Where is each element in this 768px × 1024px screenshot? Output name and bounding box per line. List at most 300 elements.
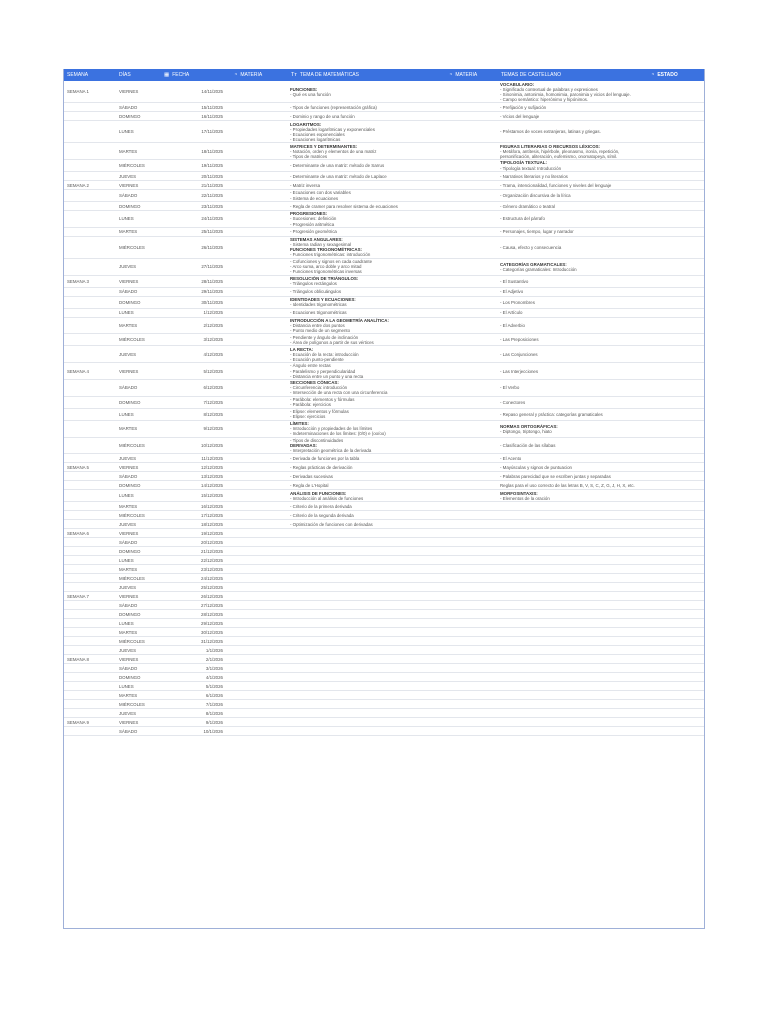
materia-cell[interactable] — [231, 160, 288, 172]
day-cell[interactable]: MIÉRCOLES — [116, 437, 161, 454]
week-cell[interactable] — [64, 502, 116, 511]
week-cell[interactable] — [64, 601, 116, 610]
day-cell[interactable]: MARTES — [116, 143, 161, 160]
table-row[interactable] — [64, 538, 704, 547]
estado-cell[interactable] — [648, 112, 704, 121]
week-cell[interactable] — [64, 103, 116, 112]
table-row[interactable] — [64, 502, 704, 511]
week-cell[interactable] — [64, 664, 116, 673]
week-cell[interactable] — [64, 490, 116, 502]
materia-cell[interactable] — [231, 202, 288, 211]
estado-cell[interactable] — [648, 592, 704, 601]
castellano-topic-cell[interactable] — [498, 334, 648, 346]
materia-cell[interactable] — [446, 727, 498, 736]
estado-cell[interactable] — [648, 275, 704, 287]
materia-cell[interactable] — [446, 637, 498, 646]
week-cell[interactable] — [64, 211, 116, 228]
table-row[interactable] — [64, 463, 704, 472]
day-cell[interactable]: VIERNES — [116, 275, 161, 287]
castellano-topic-cell[interactable] — [498, 236, 648, 258]
castellano-topic-cell[interactable] — [498, 258, 648, 275]
day-cell[interactable]: LUNES — [116, 682, 161, 691]
estado-cell[interactable] — [648, 691, 704, 700]
materia-cell[interactable] — [446, 463, 498, 472]
materia-cell[interactable] — [231, 646, 288, 655]
table-row[interactable] — [64, 637, 704, 646]
castellano-topic-cell[interactable] — [498, 143, 648, 160]
castellano-topic-cell[interactable] — [498, 287, 648, 296]
materia-cell[interactable] — [231, 583, 288, 592]
date-cell[interactable]: 19/11/2025 — [161, 160, 231, 172]
date-cell[interactable]: 22/12/2025 — [161, 556, 231, 565]
date-cell[interactable]: 4/12/2025 — [161, 346, 231, 363]
materia-cell[interactable] — [231, 121, 288, 143]
day-cell[interactable]: DOMINGO — [116, 481, 161, 490]
estado-cell[interactable] — [648, 121, 704, 143]
table-row[interactable] — [64, 296, 704, 308]
day-cell[interactable]: MIÉRCOLES — [116, 236, 161, 258]
castellano-topic-cell[interactable] — [498, 601, 648, 610]
estado-cell[interactable] — [648, 565, 704, 574]
materia-cell[interactable] — [446, 709, 498, 718]
materia-cell[interactable] — [446, 520, 498, 529]
materia-cell[interactable] — [446, 592, 498, 601]
date-cell[interactable]: 27/11/2025 — [161, 258, 231, 275]
materia-cell[interactable] — [231, 81, 288, 103]
table-row[interactable] — [64, 583, 704, 592]
date-cell[interactable]: 2/12/2025 — [161, 317, 231, 334]
castellano-topic-cell[interactable] — [498, 682, 648, 691]
week-cell[interactable] — [64, 538, 116, 547]
table-row[interactable] — [64, 592, 704, 601]
materia-cell[interactable] — [231, 601, 288, 610]
math-topic-cell[interactable] — [288, 583, 446, 592]
materia-cell[interactable] — [446, 529, 498, 538]
week-cell[interactable] — [64, 583, 116, 592]
materia-cell[interactable] — [446, 490, 498, 502]
materia-cell[interactable] — [231, 691, 288, 700]
math-topic-cell[interactable] — [288, 655, 446, 664]
materia-cell[interactable] — [446, 121, 498, 143]
date-cell[interactable]: 5/1/2026 — [161, 682, 231, 691]
col-header-dias[interactable]: DÍAS — [116, 69, 161, 81]
table-row[interactable] — [64, 143, 704, 160]
date-cell[interactable]: 7/1/2026 — [161, 700, 231, 709]
date-cell[interactable]: 18/11/2025 — [161, 143, 231, 160]
table-row[interactable] — [64, 601, 704, 610]
materia-cell[interactable] — [446, 334, 498, 346]
materia-cell[interactable] — [446, 317, 498, 334]
week-cell[interactable] — [64, 172, 116, 181]
math-topic-cell[interactable] — [288, 211, 446, 228]
week-cell[interactable]: SEMANA 6 — [64, 529, 116, 538]
week-cell[interactable] — [64, 202, 116, 211]
estado-cell[interactable] — [648, 490, 704, 502]
materia-cell[interactable] — [231, 709, 288, 718]
week-cell[interactable] — [64, 700, 116, 709]
math-topic-cell[interactable] — [288, 334, 446, 346]
materia-cell[interactable] — [231, 619, 288, 628]
day-cell[interactable]: SÁBADO — [116, 287, 161, 296]
date-cell[interactable]: 14/12/2025 — [161, 481, 231, 490]
math-topic-cell[interactable] — [288, 481, 446, 490]
week-cell[interactable] — [64, 646, 116, 655]
math-topic-cell[interactable] — [288, 437, 446, 454]
math-topic-cell[interactable] — [288, 190, 446, 202]
castellano-topic-cell[interactable] — [498, 664, 648, 673]
table-row[interactable] — [64, 556, 704, 565]
table-row[interactable] — [64, 396, 704, 408]
materia-cell[interactable] — [231, 592, 288, 601]
date-cell[interactable]: 3/12/2025 — [161, 334, 231, 346]
castellano-topic-cell[interactable] — [498, 592, 648, 601]
table-row[interactable] — [64, 700, 704, 709]
castellano-topic-cell[interactable] — [498, 396, 648, 408]
date-cell[interactable]: 21/12/2025 — [161, 547, 231, 556]
date-cell[interactable]: 3/1/2026 — [161, 664, 231, 673]
week-cell[interactable] — [64, 296, 116, 308]
castellano-topic-cell[interactable] — [498, 646, 648, 655]
table-row[interactable] — [64, 664, 704, 673]
week-cell[interactable] — [64, 520, 116, 529]
table-row[interactable] — [64, 258, 704, 275]
table-row[interactable] — [64, 308, 704, 317]
week-cell[interactable] — [64, 143, 116, 160]
materia-cell[interactable] — [446, 103, 498, 112]
day-cell[interactable]: LUNES — [116, 408, 161, 420]
table-row[interactable] — [64, 709, 704, 718]
day-cell[interactable]: LUNES — [116, 490, 161, 502]
castellano-topic-cell[interactable] — [498, 308, 648, 317]
castellano-topic-cell[interactable] — [498, 202, 648, 211]
estado-cell[interactable] — [648, 211, 704, 228]
date-cell[interactable]: 5/12/2025 — [161, 363, 231, 380]
estado-cell[interactable] — [648, 227, 704, 236]
estado-cell[interactable] — [648, 236, 704, 258]
table-row[interactable] — [64, 511, 704, 520]
col-header-estado[interactable]: ◔ ESTADO — [648, 69, 704, 81]
materia-cell[interactable] — [231, 190, 288, 202]
table-row[interactable] — [64, 454, 704, 463]
materia-cell[interactable] — [446, 655, 498, 664]
materia-cell[interactable] — [231, 143, 288, 160]
math-topic-cell[interactable] — [288, 408, 446, 420]
castellano-topic-cell[interactable] — [498, 472, 648, 481]
materia-cell[interactable] — [446, 143, 498, 160]
week-cell[interactable] — [64, 227, 116, 236]
estado-cell[interactable] — [648, 556, 704, 565]
table-row[interactable] — [64, 628, 704, 637]
day-cell[interactable]: MARTES — [116, 691, 161, 700]
math-topic-cell[interactable] — [288, 628, 446, 637]
date-cell[interactable]: 26/11/2025 — [161, 236, 231, 258]
date-cell[interactable]: 31/12/2025 — [161, 637, 231, 646]
castellano-topic-cell[interactable] — [498, 81, 648, 103]
table-row[interactable] — [64, 565, 704, 574]
week-cell[interactable] — [64, 709, 116, 718]
castellano-topic-cell[interactable] — [498, 420, 648, 437]
estado-cell[interactable] — [648, 81, 704, 103]
day-cell[interactable]: VIERNES — [116, 655, 161, 664]
materia-cell[interactable] — [231, 664, 288, 673]
table-row[interactable] — [64, 275, 704, 287]
materia-cell[interactable] — [446, 258, 498, 275]
materia-cell[interactable] — [231, 472, 288, 481]
estado-cell[interactable] — [648, 502, 704, 511]
materia-cell[interactable] — [231, 103, 288, 112]
day-cell[interactable]: JUEVES — [116, 172, 161, 181]
table-row[interactable] — [64, 334, 704, 346]
day-cell[interactable]: MIÉRCOLES — [116, 700, 161, 709]
table-row[interactable] — [64, 682, 704, 691]
table-row[interactable] — [64, 121, 704, 143]
date-cell[interactable]: 12/12/2025 — [161, 463, 231, 472]
date-cell[interactable]: 30/11/2025 — [161, 296, 231, 308]
table-row[interactable] — [64, 211, 704, 228]
materia-cell[interactable] — [446, 275, 498, 287]
estado-cell[interactable] — [648, 296, 704, 308]
materia-cell[interactable] — [231, 296, 288, 308]
day-cell[interactable]: VIERNES — [116, 81, 161, 103]
week-cell[interactable] — [64, 610, 116, 619]
day-cell[interactable]: MIÉRCOLES — [116, 511, 161, 520]
table-row[interactable] — [64, 574, 704, 583]
castellano-topic-cell[interactable] — [498, 437, 648, 454]
date-cell[interactable]: 23/11/2025 — [161, 202, 231, 211]
date-cell[interactable]: 25/11/2025 — [161, 227, 231, 236]
materia-cell[interactable] — [231, 727, 288, 736]
materia-cell[interactable] — [446, 682, 498, 691]
estado-cell[interactable] — [648, 511, 704, 520]
castellano-topic-cell[interactable] — [498, 619, 648, 628]
castellano-topic-cell[interactable] — [498, 538, 648, 547]
estado-cell[interactable] — [648, 574, 704, 583]
materia-cell[interactable] — [446, 160, 498, 172]
week-cell[interactable] — [64, 481, 116, 490]
materia-cell[interactable] — [231, 420, 288, 437]
estado-cell[interactable] — [648, 547, 704, 556]
materia-cell[interactable] — [446, 296, 498, 308]
materia-cell[interactable] — [231, 437, 288, 454]
castellano-topic-cell[interactable] — [498, 317, 648, 334]
materia-cell[interactable] — [231, 511, 288, 520]
castellano-topic-cell[interactable] — [498, 556, 648, 565]
table-row[interactable] — [64, 619, 704, 628]
week-cell[interactable] — [64, 396, 116, 408]
day-cell[interactable]: VIERNES — [116, 181, 161, 190]
castellano-topic-cell[interactable] — [498, 520, 648, 529]
castellano-topic-cell[interactable] — [498, 529, 648, 538]
table-row[interactable] — [64, 420, 704, 437]
week-cell[interactable] — [64, 437, 116, 454]
table-row[interactable] — [64, 317, 704, 334]
table-row[interactable] — [64, 379, 704, 396]
week-cell[interactable] — [64, 346, 116, 363]
date-cell[interactable]: 17/12/2025 — [161, 511, 231, 520]
estado-cell[interactable] — [648, 520, 704, 529]
math-topic-cell[interactable] — [288, 202, 446, 211]
day-cell[interactable]: LUNES — [116, 211, 161, 228]
math-topic-cell[interactable] — [288, 664, 446, 673]
castellano-topic-cell[interactable] — [498, 709, 648, 718]
materia-cell[interactable] — [446, 691, 498, 700]
table-row[interactable] — [64, 655, 704, 664]
materia-cell[interactable] — [231, 258, 288, 275]
math-topic-cell[interactable] — [288, 103, 446, 112]
week-cell[interactable] — [64, 287, 116, 296]
estado-cell[interactable] — [648, 437, 704, 454]
day-cell[interactable]: DOMINGO — [116, 610, 161, 619]
math-topic-cell[interactable] — [288, 520, 446, 529]
estado-cell[interactable] — [648, 181, 704, 190]
day-cell[interactable]: SÁBADO — [116, 472, 161, 481]
materia-cell[interactable] — [446, 472, 498, 481]
math-topic-cell[interactable] — [288, 275, 446, 287]
materia-cell[interactable] — [231, 673, 288, 682]
estado-cell[interactable] — [648, 646, 704, 655]
estado-cell[interactable] — [648, 160, 704, 172]
col-header-tema-matematicas[interactable]: Tт TEMA DE MATEMÁTICAS — [288, 69, 446, 81]
materia-cell[interactable] — [446, 202, 498, 211]
week-cell[interactable]: SEMANA 2 — [64, 181, 116, 190]
date-cell[interactable]: 25/12/2025 — [161, 583, 231, 592]
date-cell[interactable]: 16/12/2025 — [161, 502, 231, 511]
day-cell[interactable]: MARTES — [116, 317, 161, 334]
math-topic-cell[interactable] — [288, 160, 446, 172]
week-cell[interactable] — [64, 258, 116, 275]
math-topic-cell[interactable] — [288, 529, 446, 538]
materia-cell[interactable] — [446, 646, 498, 655]
math-topic-cell[interactable] — [288, 691, 446, 700]
castellano-topic-cell[interactable] — [498, 463, 648, 472]
table-row[interactable] — [64, 529, 704, 538]
materia-cell[interactable] — [231, 502, 288, 511]
materia-cell[interactable] — [231, 363, 288, 380]
table-row[interactable] — [64, 408, 704, 420]
materia-cell[interactable] — [446, 511, 498, 520]
week-cell[interactable] — [64, 334, 116, 346]
estado-cell[interactable] — [648, 610, 704, 619]
week-cell[interactable] — [64, 673, 116, 682]
col-header-fecha[interactable]: ▦ FECHA — [161, 69, 231, 81]
week-cell[interactable] — [64, 454, 116, 463]
week-cell[interactable] — [64, 190, 116, 202]
day-cell[interactable]: MIÉRCOLES — [116, 637, 161, 646]
materia-cell[interactable] — [446, 211, 498, 228]
estado-cell[interactable] — [648, 334, 704, 346]
castellano-topic-cell[interactable] — [498, 363, 648, 380]
week-cell[interactable]: SEMANA 7 — [64, 592, 116, 601]
day-cell[interactable]: MIÉRCOLES — [116, 334, 161, 346]
materia-cell[interactable] — [446, 81, 498, 103]
materia-cell[interactable] — [446, 363, 498, 380]
day-cell[interactable]: JUEVES — [116, 520, 161, 529]
materia-cell[interactable] — [446, 619, 498, 628]
math-topic-cell[interactable] — [288, 556, 446, 565]
date-cell[interactable]: 28/11/2025 — [161, 275, 231, 287]
materia-cell[interactable] — [231, 379, 288, 396]
day-cell[interactable]: DOMINGO — [116, 202, 161, 211]
week-cell[interactable] — [64, 236, 116, 258]
materia-cell[interactable] — [231, 682, 288, 691]
week-cell[interactable] — [64, 112, 116, 121]
week-cell[interactable] — [64, 682, 116, 691]
math-topic-cell[interactable] — [288, 379, 446, 396]
math-topic-cell[interactable] — [288, 81, 446, 103]
week-cell[interactable] — [64, 556, 116, 565]
materia-cell[interactable] — [446, 396, 498, 408]
week-cell[interactable] — [64, 691, 116, 700]
date-cell[interactable]: 16/11/2025 — [161, 112, 231, 121]
materia-cell[interactable] — [446, 718, 498, 727]
table-row[interactable] — [64, 727, 704, 736]
day-cell[interactable]: MARTES — [116, 502, 161, 511]
materia-cell[interactable] — [446, 408, 498, 420]
materia-cell[interactable] — [231, 655, 288, 664]
day-cell[interactable]: VIERNES — [116, 718, 161, 727]
estado-cell[interactable] — [648, 619, 704, 628]
castellano-topic-cell[interactable] — [498, 673, 648, 682]
estado-cell[interactable] — [648, 727, 704, 736]
day-cell[interactable]: MARTES — [116, 565, 161, 574]
castellano-topic-cell[interactable] — [498, 502, 648, 511]
estado-cell[interactable] — [648, 601, 704, 610]
math-topic-cell[interactable] — [288, 682, 446, 691]
table-row[interactable] — [64, 547, 704, 556]
table-row[interactable] — [64, 190, 704, 202]
table-row[interactable] — [64, 718, 704, 727]
castellano-topic-cell[interactable] — [498, 454, 648, 463]
estado-cell[interactable] — [648, 420, 704, 437]
materia-cell[interactable] — [231, 547, 288, 556]
math-topic-cell[interactable] — [288, 463, 446, 472]
math-topic-cell[interactable] — [288, 363, 446, 380]
table-row[interactable] — [64, 103, 704, 112]
materia-cell[interactable] — [446, 673, 498, 682]
day-cell[interactable]: SÁBADO — [116, 379, 161, 396]
week-cell[interactable] — [64, 628, 116, 637]
week-cell[interactable] — [64, 121, 116, 143]
estado-cell[interactable] — [648, 682, 704, 691]
estado-cell[interactable] — [648, 103, 704, 112]
materia-cell[interactable] — [446, 556, 498, 565]
day-cell[interactable]: SÁBADO — [116, 601, 161, 610]
week-cell[interactable]: SEMANA 4 — [64, 363, 116, 380]
date-cell[interactable]: 23/12/2025 — [161, 565, 231, 574]
estado-cell[interactable] — [648, 463, 704, 472]
materia-cell[interactable] — [231, 408, 288, 420]
date-cell[interactable]: 4/1/2026 — [161, 673, 231, 682]
estado-cell[interactable] — [648, 346, 704, 363]
week-cell[interactable] — [64, 160, 116, 172]
day-cell[interactable]: MARTES — [116, 628, 161, 637]
math-topic-cell[interactable] — [288, 601, 446, 610]
math-topic-cell[interactable] — [288, 308, 446, 317]
week-cell[interactable]: SEMANA 5 — [64, 463, 116, 472]
table-row[interactable] — [64, 287, 704, 296]
day-cell[interactable]: VIERNES — [116, 529, 161, 538]
table-row[interactable] — [64, 172, 704, 181]
date-cell[interactable]: 21/11/2025 — [161, 181, 231, 190]
day-cell[interactable]: SÁBADO — [116, 190, 161, 202]
materia-cell[interactable] — [231, 538, 288, 547]
table-row[interactable] — [64, 646, 704, 655]
math-topic-cell[interactable] — [288, 346, 446, 363]
materia-cell[interactable] — [446, 583, 498, 592]
estado-cell[interactable] — [648, 287, 704, 296]
table-row[interactable] — [64, 346, 704, 363]
math-topic-cell[interactable] — [288, 502, 446, 511]
